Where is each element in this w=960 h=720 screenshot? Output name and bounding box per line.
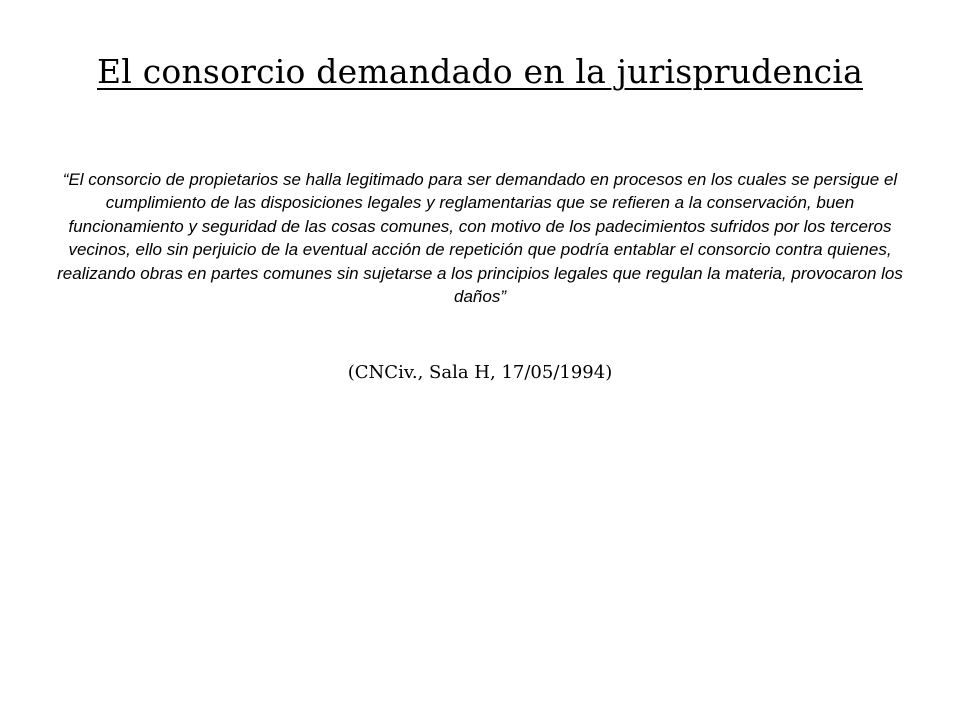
slide-title: El consorcio demandado en la jurisprudencia bbox=[97, 52, 863, 91]
jurisprudence-quote: “El consorcio de propietarios se halla legitimado para ser demandado en procesos en los cuales se persigue el cumplimiento de las disposiciones legales y reglamentarias que se refieren a la conservación, buen funcionamiento y seguridad de las cosas comunes, con motivo de los padecimientos sufridos por los terceros vecinos, ello sin perjuicio de la eventual acción de repetición que podría entablar el consorcio contra quienes, realizando obras en partes comunes sin sujetarse a los principios legales que regulan la materia, provocaron los daños” bbox=[57, 170, 903, 307]
case-citation: (CNCiv., Sala H, 17/05/1994) bbox=[347, 362, 613, 383]
